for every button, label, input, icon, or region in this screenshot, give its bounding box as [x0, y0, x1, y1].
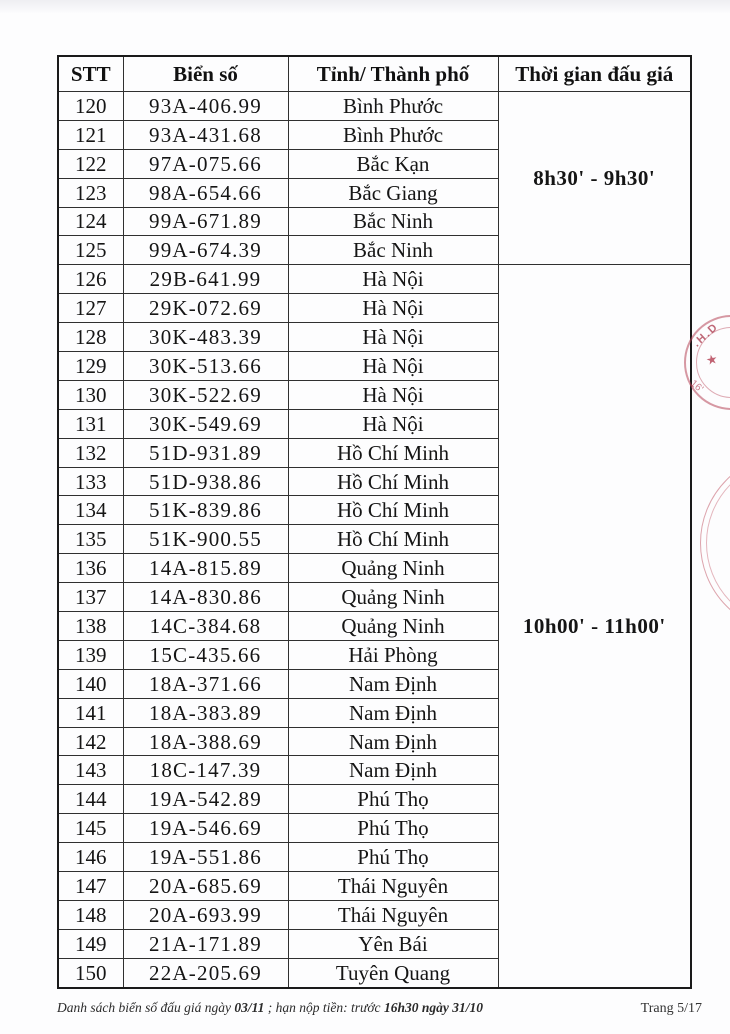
plate-cell: 18A-383.89: [123, 698, 288, 727]
star-icon: ★: [704, 350, 719, 369]
plate-cell: 18C-147.39: [123, 756, 288, 785]
table-row: [58, 92, 691, 121]
stt-cell: 121: [58, 120, 123, 149]
header-row: [58, 56, 691, 92]
stt-cell: 120: [58, 92, 123, 121]
plate-cell: 30K-522.69: [123, 380, 288, 409]
stt-cell: 126: [58, 265, 123, 294]
header-time: Thời gian đấu giá: [498, 56, 691, 92]
stt-cell: 134: [58, 496, 123, 525]
province-cell: Thái Nguyên: [288, 872, 498, 901]
header-stt: STT: [58, 56, 123, 92]
plate-cell: 20A-685.69: [123, 872, 288, 901]
province-cell: Nam Định: [288, 727, 498, 756]
stt-cell: 125: [58, 236, 123, 265]
stt-cell: 142: [58, 727, 123, 756]
stt-cell: 138: [58, 612, 123, 641]
stt-cell: 133: [58, 467, 123, 496]
province-cell: Quảng Ninh: [288, 554, 498, 583]
stt-cell: 144: [58, 785, 123, 814]
plate-cell: 29K-072.69: [123, 294, 288, 323]
plate-cell: 51D-938.86: [123, 467, 288, 496]
stt-cell: 147: [58, 872, 123, 901]
plate-cell: 15C-435.66: [123, 640, 288, 669]
province-cell: Bắc Ninh: [288, 207, 498, 236]
stt-cell: 150: [58, 958, 123, 987]
province-cell: Bắc Ninh: [288, 236, 498, 265]
stamp-inner-ring: [696, 327, 730, 398]
stt-cell: 141: [58, 698, 123, 727]
stt-cell: 123: [58, 178, 123, 207]
plate-cell: 51K-839.86: [123, 496, 288, 525]
stt-cell: 122: [58, 149, 123, 178]
footer-note-text: Danh sách biển số đấu giá ngày: [57, 1000, 235, 1015]
footer-payment-deadline: 16h30 ngày 31/10: [383, 1000, 483, 1015]
stt-cell: 148: [58, 900, 123, 929]
table-row: [58, 265, 691, 294]
stt-cell: 128: [58, 323, 123, 352]
province-cell: Thái Nguyên: [288, 900, 498, 929]
stt-cell: 131: [58, 409, 123, 438]
stt-cell: 130: [58, 380, 123, 409]
province-cell: Hồ Chí Minh: [288, 467, 498, 496]
time-slot-cell: 10h00' - 11h00': [498, 265, 691, 988]
province-cell: Bình Phước: [288, 120, 498, 149]
province-cell: Hà Nội: [288, 294, 498, 323]
header-plate: Biển số: [123, 56, 288, 92]
plate-cell: 18A-371.66: [123, 669, 288, 698]
stt-cell: 137: [58, 583, 123, 612]
province-cell: Nam Định: [288, 669, 498, 698]
province-cell: Hồ Chí Minh: [288, 438, 498, 467]
province-cell: Yên Bái: [288, 929, 498, 958]
plate-table-body: [58, 92, 691, 988]
province-cell: Nam Định: [288, 756, 498, 785]
plate-cell: 22A-205.69: [123, 958, 288, 987]
page-number: Trang 5/17: [640, 1001, 702, 1016]
footer-note: [57, 1000, 483, 1016]
stt-cell: 132: [58, 438, 123, 467]
plate-cell: 93A-406.99: [123, 92, 288, 121]
footer: [57, 1000, 702, 1017]
province-cell: Hồ Chí Minh: [288, 525, 498, 554]
province-cell: Phú Thọ: [288, 785, 498, 814]
plate-cell: 20A-693.99: [123, 900, 288, 929]
plate-cell: 14A-830.86: [123, 583, 288, 612]
stt-cell: 127: [58, 294, 123, 323]
stt-cell: 135: [58, 525, 123, 554]
stt-cell: 145: [58, 814, 123, 843]
province-cell: Hồ Chí Minh: [288, 496, 498, 525]
plate-cell: 29B-641.99: [123, 265, 288, 294]
province-cell: Hà Nội: [288, 323, 498, 352]
plate-cell: 18A-388.69: [123, 727, 288, 756]
province-cell: Bắc Giang: [288, 178, 498, 207]
plate-cell: 30K-513.66: [123, 352, 288, 381]
time-slot-cell: 8h30' - 9h30': [498, 92, 691, 265]
stamp-arc-bottom-text: 16': [687, 378, 706, 395]
footer-note-text: ; hạn nộp tiền: trước: [264, 1000, 384, 1015]
plate-cell: 99A-674.39: [123, 236, 288, 265]
stt-cell: 143: [58, 756, 123, 785]
plate-cell: 99A-671.89: [123, 207, 288, 236]
footer-auction-date: 03/11: [234, 1000, 265, 1015]
province-cell: Hải Phòng: [288, 640, 498, 669]
plate-cell: 98A-654.66: [123, 178, 288, 207]
plate-cell: 14C-384.68: [123, 612, 288, 641]
stamp-arc-text: .H.D: [690, 320, 722, 350]
auction-table: [57, 55, 692, 989]
plate-cell: 19A-542.89: [123, 785, 288, 814]
plate-cell: 93A-431.68: [123, 120, 288, 149]
stt-cell: 146: [58, 843, 123, 872]
province-cell: Tuyên Quang: [288, 958, 498, 987]
stamp-inner-ring: [706, 459, 730, 627]
stt-cell: 129: [58, 352, 123, 381]
plate-cell: 30K-549.69: [123, 409, 288, 438]
plate-cell: 14A-815.89: [123, 554, 288, 583]
province-cell: Bắc Kạn: [288, 149, 498, 178]
plate-cell: 51K-900.55: [123, 525, 288, 554]
province-cell: Hà Nội: [288, 409, 498, 438]
header-province: Tỉnh/ Thành phố: [288, 56, 498, 92]
province-cell: Quảng Ninh: [288, 583, 498, 612]
province-cell: Hà Nội: [288, 352, 498, 381]
province-cell: Hà Nội: [288, 265, 498, 294]
province-cell: Bình Phước: [288, 92, 498, 121]
stt-cell: 149: [58, 929, 123, 958]
plate-cell: 30K-483.39: [123, 323, 288, 352]
province-cell: Nam Định: [288, 698, 498, 727]
stt-cell: 139: [58, 640, 123, 669]
plate-cell: 19A-546.69: [123, 814, 288, 843]
plate-cell: 97A-075.66: [123, 149, 288, 178]
plate-cell: 21A-171.89: [123, 929, 288, 958]
red-seal-stamp-partial: [700, 453, 730, 633]
province-cell: Phú Thọ: [288, 843, 498, 872]
stt-cell: 124: [58, 207, 123, 236]
stt-cell: 140: [58, 669, 123, 698]
plate-cell: 51D-931.89: [123, 438, 288, 467]
province-cell: Quảng Ninh: [288, 612, 498, 641]
plate-cell: 19A-551.86: [123, 843, 288, 872]
province-cell: Phú Thọ: [288, 814, 498, 843]
stt-cell: 136: [58, 554, 123, 583]
province-cell: Hà Nội: [288, 380, 498, 409]
stamp-outer-ring: [700, 453, 730, 633]
